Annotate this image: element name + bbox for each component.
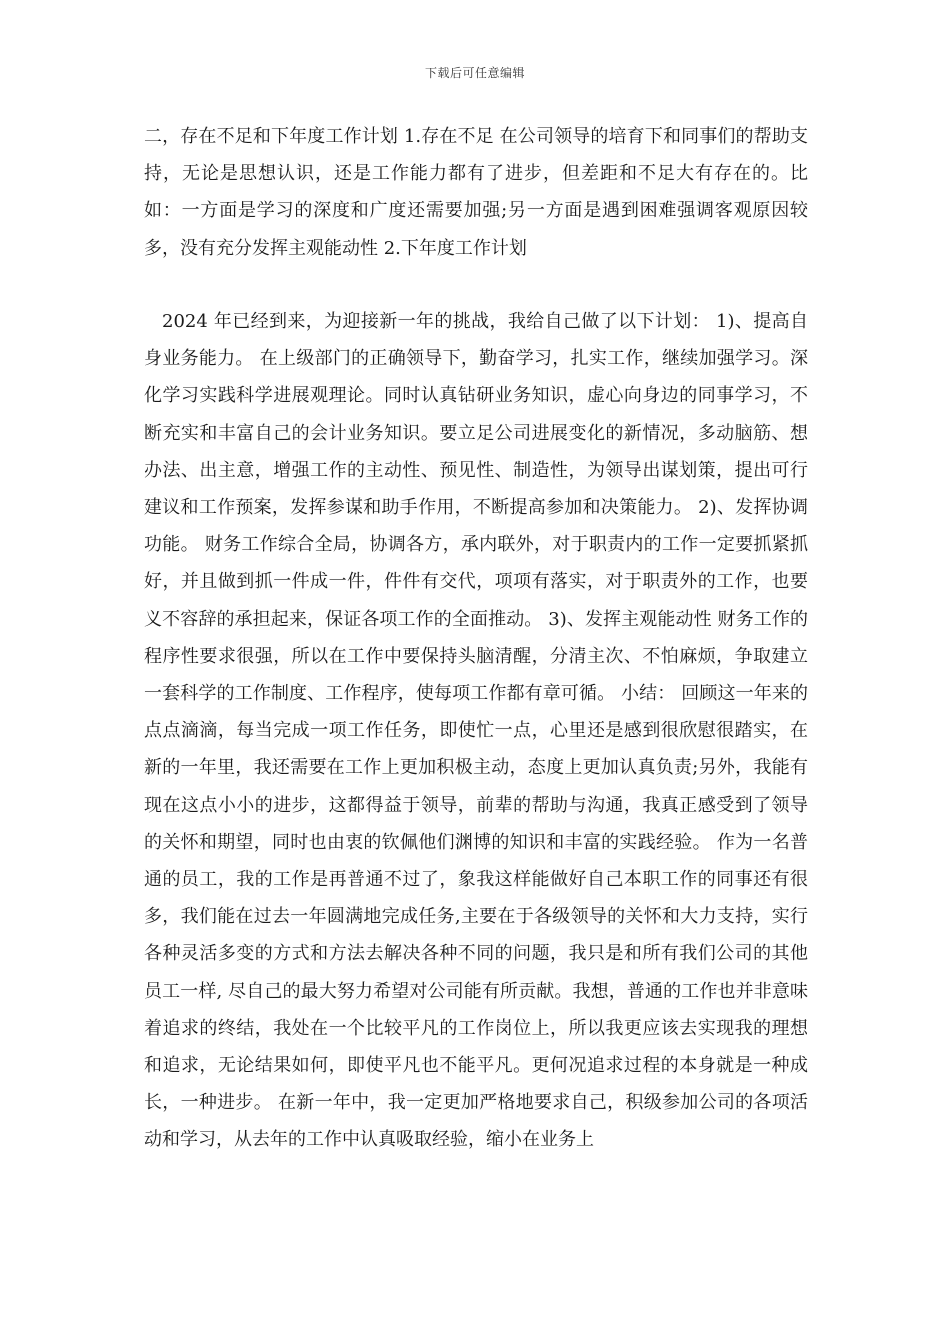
paragraph-deficiencies-and-plan: 二，存在不足和下年度工作计划 1.存在不足 在公司领导的培育下和同事们的帮助支持，无论是思想认识，还是工作能力都有了进步，但差距和不足大有存在的。比如：一方面是学习的深度和广度还需要加强;另一方面是遇到困难强调客观原因较多，没有充分发挥主观能动性 2.下年度工作计划	[144, 126, 808, 259]
paragraph-work-plan-and-summary: 2024 年已经到来，为迎接新一年的挑战，我给自己做了以下计划： 1)、提高自身业务能力。 在上级部门的正确领导下，勤奋学习，扎实工作，继续加强学习。深化学习实践科学进展观理论。同时认真钻研业务知识，虚心向身边的同事学习，不断充实和丰富自己的会计业务知识。要立足公司进展变化的新情况，多动脑筋、想办法、出主意，增强工作的主动性、预见性、制造性，为领导出谋划策，提出可行建议和工作预案，发挥参谋和助手作用，不断提高参加和决策能力。 2)、发挥协调功能。 财务工作综合全局，协调各方，承内联外，对于职责内的工作一定要抓紧抓好，并且做到抓一件成一件，件件有交代，项项有落实，对于职责外的工作，也要义不容辞的承担起来，保证各项工作的全面推动。 3)、发挥主观能动性 财务工作的程序性要求很强，所以在工作中要保持头脑清醒，分清主次、不怕麻烦，争取建立一套科学的工作制度、工作程序，使每项工作都有章可循。 小结： 回顾这一年来的点点滴滴，每当完成一项工作任务，即使忙一点，心里还是感到很欣慰很踏实，在新的一年里，我还需要在工作上更加积极主动，态度上更加认真负责;另外，我能有现在这点小小的进步，这都得益于领导，前辈的帮助与沟通，我真正感受到了领导的关怀和期望，同时也由衷的钦佩他们渊博的知识和丰富的实践经验。 作为一名普通的员工，我的工作是再普通不过了，象我这样能做好自己本职工作的同事还有很多，我们能在过去一年圆满地完成任务,主要在于各级领导的关怀和大力支持，实行各种灵活多变的方式和方法去解决各种不同的问题，我只是和所有我们公司的其他员工一样, 尽自己的最大努力希望对公司能有所贡献。我想，普通的工作也并非意味着追求的终结，我处在一个比较平凡的工作岗位上，所以我更应该去实现我的理想和追求，无论结果如何，即使平凡也不能平凡。更何况追求过程的本身就是一种成长，一种进步。 在新一年中，我一定更加严格地要求自己，积级参加公司的各项活动和学习，从去年的工作中认真吸取经验，缩小在业务上	[144, 311, 808, 1151]
page-header: 下载后可任意编辑	[424, 66, 525, 80]
